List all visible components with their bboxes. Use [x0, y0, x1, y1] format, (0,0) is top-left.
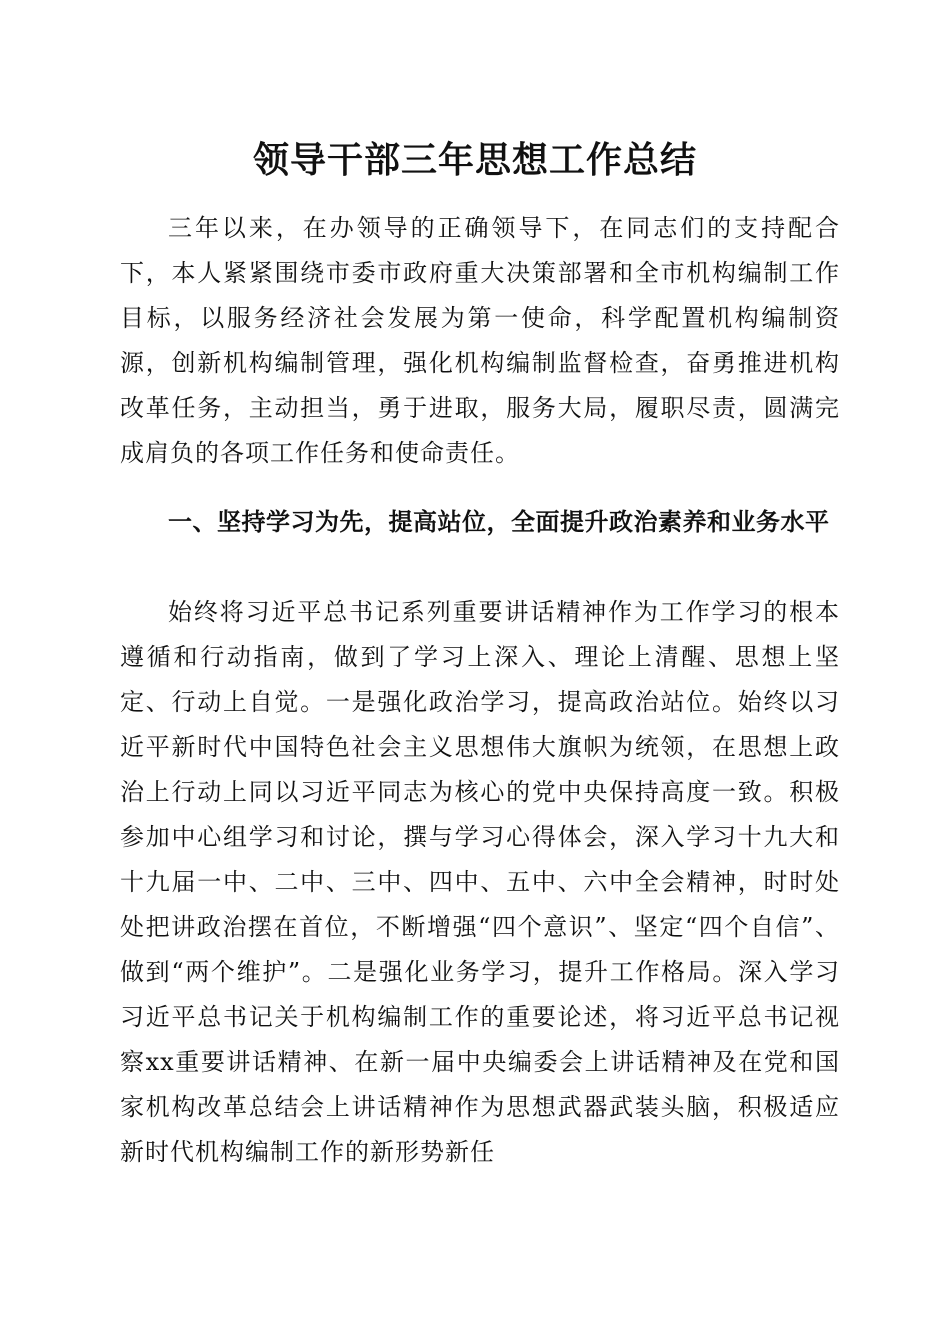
section-heading-1: 一、坚持学习为先，提高站位，全面提升政治素养和业务水平 [168, 508, 830, 536]
section-1-paragraph: 始终将习近平总书记系列重要讲话精神作为工作学习的根本遵循和行动指南，做到了学习上深入、理论上清醒、思想上坚定、行动上自觉。一是强化政治学习，提高政治站位。始终以习近平新时代中国特色社会主义思想伟大旗帜为统领，在思想上政治上行动上同以习近平同志为核心的党中央保持高度一致。积极参加中心组学习和讨论，撰与学习心得体会，深入学习十九大和十九届一中、二中、三中、四中、五中、六中全会精神，时时处处把讲政治摆在首位，不断增强“四个意识”、坚定“四个自信”、做到“两个维护”。二是强化业务学习，提升工作格局。深入学习习近平总书记关于机构编制工作的重要论述，将习近平总书记视察xx重要讲话精神、在新一届中央编委会上讲话精神及在党和国家机构改革总结会上讲话精神作为思想武器武装头脑，积极适应新时代机构编制工作的新形势新任 [120, 598, 840, 1166]
document-title: 领导干部三年思想工作总结 [252, 139, 697, 181]
intro-paragraph: 三年以来，在办领导的正确领导下，在同志们的支持配合下，本人紧紧围绕市委市政府重大决策部署和全市机构编制工作目标，以服务经济社会发展为第一使命，科学配置机构编制资源，创新机构编制管理，强化机构编制监督检查，奋勇推进机构改革任务，主动担当，勇于进取，服务大局，履职尽责，圆满完成肩负的各项工作任务和使命责任。 [120, 214, 840, 467]
